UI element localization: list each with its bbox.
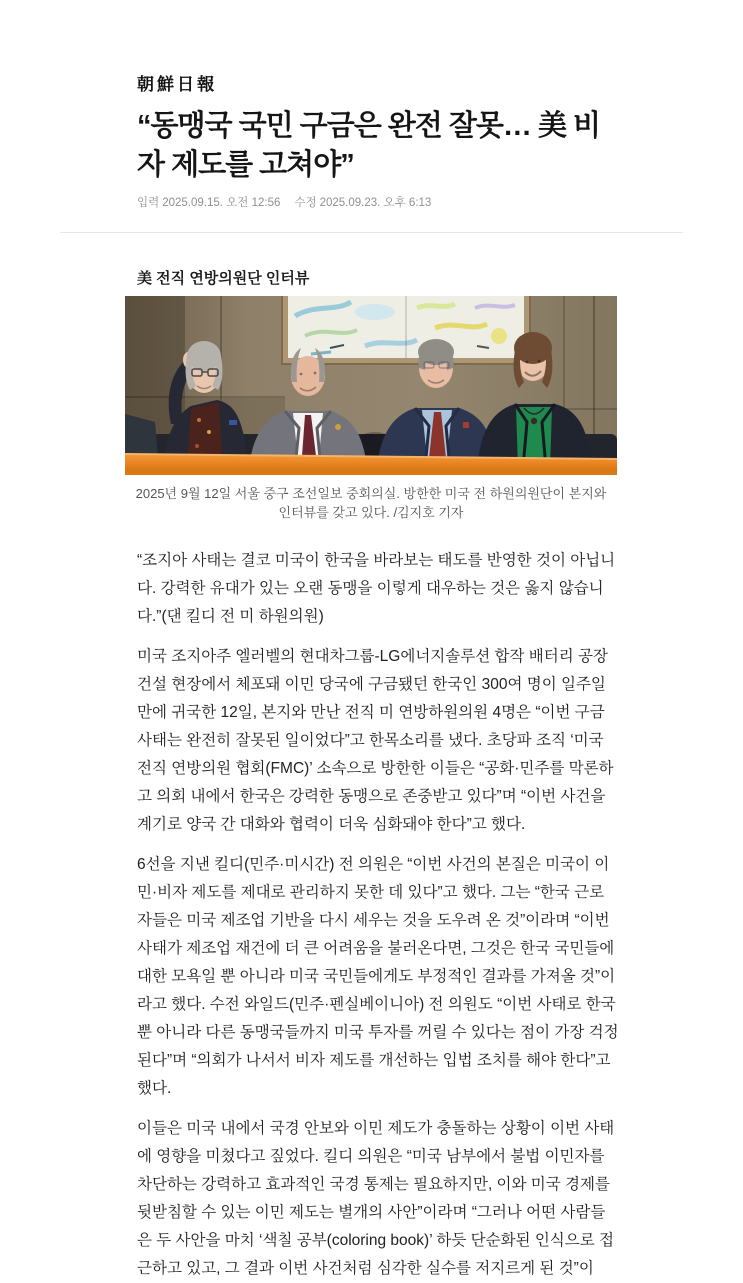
chosunilbo-logo[interactable]: 朝鮮日報 [137, 75, 217, 95]
article-meta [137, 194, 743, 210]
created-datetime: 2025.09.15. 오전 12:56 [162, 197, 281, 209]
photo-caption: 2025년 9월 12일 서울 중구 조선일보 중회의실. 방한한 미국 전 하원의원단이 본지와 인터뷰를 갖고 있다. /김지호 기자 [135, 486, 607, 520]
article-body [137, 547, 619, 1283]
article-photo-figure [125, 296, 617, 522]
paragraph: “조지아 사태는 결코 미국이 한국을 바라보는 태도를 반영한 것이 아닙니다. 강력한 유대가 있는 오랜 동맹을 이렇게 대우하는 것은 옳지 않습니다.”(댄 킬디 전 미 하원의원) [137, 552, 616, 625]
article-subheading: 美 전직 연방의원단 인터뷰 [137, 270, 310, 287]
updated-datetime: 2025.09.23. 오후 6:13 [319, 197, 432, 209]
article-title: “동맹국 국민 구금은 완전 잘못… 美 비자 제도를 고쳐야” [137, 110, 601, 181]
lapel-pin [335, 424, 341, 430]
flag-pin [229, 420, 237, 425]
paragraph: 이들은 미국 내에서 국경 안보와 이민 제도가 충돌하는 상황이 이번 사태에 영향을 미쳤다고 짚었다. 킬디 의원은 “미국 남부에서 불법 이민자를 차단하는 강력하고 효과적인 국경 통제는 필요하지만, 이와 미국 경제를 뒷받침할 수 있는 이민 제도는 별개의 사안”이라며 “그러나 어떤 사람들은 두 사안을 마치 ‘색칠 공부(coloring book)’ 하듯 단순화된 인식으로 접근하고 있고, 그 결과 이번 사건처럼 심각한 실수를 저지르게 된 것”이 [137, 1120, 615, 1277]
paragraph: 미국 조지아주 엘러벨의 현대차그룹-LG에너지솔루션 합작 배터리 공장 건설 현장에서 체포돼 이민 당국에 구금됐던 한국인 300여 명이 일주일 만에 귀국한 12일, 본지와 만난 전직 미 연방하원의원 4명은 “이번 구금 사태는 완전히 잘못된 일이었다”고 한목소리를 냈다. 초당파 조직 ‘미국 전직 연방의원 협회(FMC)’ 소속으로 방한한 이들은 “공화·민주를 막론하고 의회 내에서 한국은 강력한 동맹으로 존중받고 있다”며 “이번 사건을 계기로 양국 간 대화와 협력이 더욱 심화돼야 한다”고 했다. [137, 648, 614, 833]
photo-illustration [125, 296, 617, 475]
updated-label: 수정 [294, 197, 317, 209]
pendant-necklace [531, 418, 537, 424]
paragraph: 6선을 지낸 킬디(민주·미시간) 전 의원은 “이번 사건의 본질은 미국이 이민·비자 제도를 제대로 관리하지 못한 데 있다”고 했다. 그는 “한국 근로자들은 미국 제조업 기반을 다시 세우는 것을 도우려 온 것”이라며 “이번 사태가 제조업 재건에 더 큰 어려움을 불러온다면, 그것은 한국 국민들에 대한 모욕일 뿐 아니라 미국 국민들에게도 부정적인 결과를 가져올 것”이라고 했다. 수전 와일드(민주·펜실베이니아) 전 의원도 “이번 사태로 한국뿐 아니라 다른 동맹국들까지 미국 투자를 꺼릴 수 있다는 점이 가장 걱정된다”며 “의회가 나서서 비자 제도를 개선하는 입법 조치를 해야 한다”고 했다. [137, 856, 619, 1097]
article-photo [125, 296, 617, 475]
masthead [0, 0, 743, 95]
created-label: 입력 [137, 197, 160, 209]
lapel-pin [463, 422, 469, 428]
header-divider [60, 232, 683, 233]
